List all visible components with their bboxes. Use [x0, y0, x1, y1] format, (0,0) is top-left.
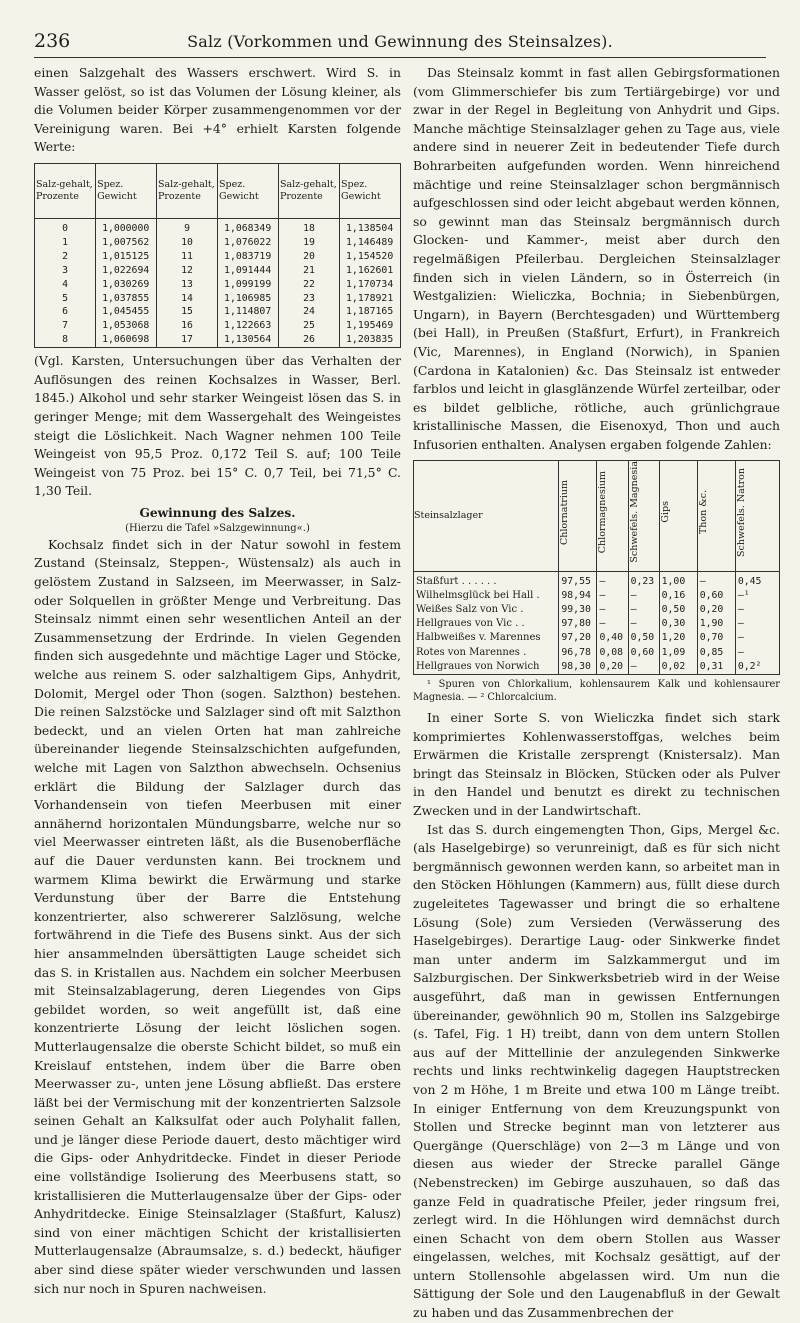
table-cell: 0,16	[659, 589, 697, 603]
table-cell: 16	[156, 319, 217, 333]
table-cell: 99,30	[559, 603, 597, 617]
table-row	[414, 617, 780, 631]
table-cell: 1,154520	[340, 250, 401, 264]
section-heading: Gewinnung des Salzes.	[139, 505, 296, 520]
table-cell: 1,203835	[340, 333, 401, 347]
table-cell: —	[628, 660, 659, 675]
page-number: 236	[34, 30, 71, 52]
table-cell: —	[735, 617, 779, 631]
table-cell: Rotes von Marennes .	[414, 646, 559, 660]
table-cell: 25	[278, 319, 339, 333]
table-cell: 1,187165	[340, 305, 401, 319]
table-cell: Staßfurt . . . . . .	[414, 571, 559, 589]
table-cell: 1,053068	[96, 319, 157, 333]
table-body	[414, 571, 780, 674]
table-cell: 0,20	[597, 660, 628, 675]
table-cell: 5	[35, 292, 96, 306]
table-cell: 1,114807	[218, 305, 279, 319]
table-cell: —	[735, 603, 779, 617]
density-table	[34, 163, 401, 348]
table-cell: 0	[35, 218, 96, 235]
table-row	[414, 631, 780, 645]
table-cell: 3	[35, 264, 96, 278]
table-cell: 6	[35, 305, 96, 319]
page-header	[34, 30, 766, 56]
paragraph: Ist das S. durch eingemengten Thon, Gips, Mergel &c. (als Haselgebirge) so verunreinigt, daß es für sich nicht bergmännisch gewonnen werden kann, so arbeitet man in den Stöcken Höhlungen (Kammern) aus, füllt diese durch zugeleitetes Tagewasser und bringt die so erhaltene Lösung (Sole) zum Versieden (Verwässerung des Haselgebirges). Derartige Laug- oder Sinkwerke findet man unter anderm im Salzkammergut und im Salzburgischen. Der Sinkwerksbetrieb wird in der Weise ausgeführt, daß man in gewissen Entfernungen übereinander, gewöhnlich 90 m, Stollen ins Salzgebirge (s. Tafel, Fig. 1 H) treibt, dann von dem untern Stollen aus auf der Mittellinie der anzulegenden Sinkwerke rechts und links rechtwinkelig dagegen Hauptstrecken von 2 m Höhe, 1 m Breite und etwa 100 m Länge treibt. In einiger Entfernung von dem Kreuzungspunkt von Stollen und Strecke beginnt man von letzterer aus Quergänge (Querschläge) von 2—3 m Länge und von diesen aus wieder der Strecke parallel Gänge (Nebenstrecken) im Gebirge auszuhauen, so daß das ganze Feld in quadratische Pfeiler, jeder ringsum frei, zerlegt wird. In die Höhlungen wird demnächst durch einen Schacht von dem obern Stollen aus Wasser eingelassen, welches, mit Kochsalz gesättigt, auf der untern Stollensohle abgelassen wird. Um nun die Sättigung der Sole und den Laugenabfluß in der Gewalt zu haben und das Zusammenbrechen der	[413, 821, 780, 1321]
column-header-label: Schwefels. Natron	[735, 467, 747, 557]
table-cell: 1,178921	[340, 292, 401, 306]
table-cell: —	[597, 617, 628, 631]
table-cell: 23	[278, 292, 339, 306]
table-cell: 8	[35, 333, 96, 347]
table-cell: 1,170734	[340, 278, 401, 292]
table-cell: 96,78	[559, 646, 597, 660]
table-cell: —	[735, 646, 779, 660]
table-cell: 15	[156, 305, 217, 319]
table-cell: Hellgraues von Vic . .	[414, 617, 559, 631]
table-cell: 0,23	[628, 571, 659, 589]
column-header: Salz-gehalt, Prozente	[35, 163, 96, 218]
table-row	[414, 646, 780, 660]
table-cell: 1,022694	[96, 264, 157, 278]
table-cell: —	[735, 631, 779, 645]
table-cell: 24	[278, 305, 339, 319]
table-cell: 1,09	[659, 646, 697, 660]
table-cell: 1,122663	[218, 319, 279, 333]
table-row	[35, 333, 401, 347]
table-cell: 98,94	[559, 589, 597, 603]
table-cell: 0,08	[597, 646, 628, 660]
table-cell: 1,130564	[218, 333, 279, 347]
table-cell: —¹	[735, 589, 779, 603]
column-header: Spez. Gewicht	[340, 163, 401, 218]
column-header-label: Gips	[659, 501, 671, 524]
table-cell: 0,2²	[735, 660, 779, 675]
table-cell: 13	[156, 278, 217, 292]
table-cell: 7	[35, 319, 96, 333]
table-cell: 1,091444	[218, 264, 279, 278]
table-cell: 0,60	[697, 589, 735, 603]
table-cell: Wilhelmsglück bei Hall .	[414, 589, 559, 603]
table-row	[35, 305, 401, 319]
table-cell: 1,083719	[218, 250, 279, 264]
table-cell: 1,00	[659, 571, 697, 589]
column-header	[628, 461, 659, 571]
column-header-label: Schwefels. Magnesia	[628, 461, 640, 564]
right-column	[413, 64, 780, 1323]
table-cell: 1,106985	[218, 292, 279, 306]
paragraph: (Vgl. Karsten, Untersuchungen über das Verhalten der Auflösungen des reinen Kochsalzes in Wasser, Berl. 1845.) Alkohol und sehr starker Weingeist lösen das S. in geringer Menge; mit dem Wassergehalt des Weingeistes steigt die Löslichkeit. Nach Wagner nehmen 100 Teile Weingeist von 95,5 Proz. 0,172 Teil S. auf; 100 Teile Weingeist von 75 Proz. bei 15° C. 0,7 Teil, bei 71,5° C. 1,30 Teil.	[34, 353, 401, 499]
column-header	[559, 461, 597, 571]
column-header	[659, 461, 697, 571]
paragraph: In einer Sorte S. von Wieliczka findet sich stark komprimiertes Kohlenwasserstoffgas, welches beim Erwärmen die Kristalle zersprengt (Knistersalz). Man bringt das Steinsalz in Blöcken, Stücken oder als Pulver in den Handel und benutzt es direkt zu technischen Zwecken und in der Landwirtschaft.	[413, 710, 780, 819]
table-cell: 10	[156, 236, 217, 250]
table-cell: 97,55	[559, 571, 597, 589]
table-cell: 0,50	[659, 603, 697, 617]
table-cell: 1,007562	[96, 236, 157, 250]
table-cell: Halbweißes v. Marennes	[414, 631, 559, 645]
table-cell: 14	[156, 292, 217, 306]
table-cell: 4	[35, 278, 96, 292]
table-cell: 0,40	[597, 631, 628, 645]
table-row	[35, 319, 401, 333]
section-subheading: (Hierzu die Tafel »Salzgewinnung«.)	[125, 522, 310, 534]
paragraph: Das Steinsalz kommt in fast allen Gebirgsformationen (vom Glimmerschiefer bis zum Tertiärgebirge) vor und zwar in der Regel in Begleitung von Anhydrit und Gips. Manche mächtige Steinsalzlager gehen zu Tage aus, viele andere sind in neuerer Zeit in bedeutender Tiefe durch Bohrarbeiten aufgefunden worden. Wenn hinreichend mächtige und reine Steinsalzlager schon bergmännisch aufgeschlossen sind oder leicht abgebaut werden können, so gewinnt man das Steinsalz bergmännisch durch Glocken- und Kammer-, meist aber durch den regelmäßigen Pfeilerbau. Dergleichen Steinsalzlager finden sich in vielen Ländern, so in Österreich (in Westgalizien: Wieliczka, Bochnia; in Siebenbürgen, Ungarn), in Bayern (Berchtesgaden) und Württemberg (bei Hall), in Preußen (Staßfurt, Erfurt), in Frankreich (Vic, Marennes), in England (Norwich), in Spanien (Cardona in Katalonien) &c. Das Steinsalz ist entweder farblos und leicht in glasglänzende Würfel zerteilbar, oder es bildet gelbliche, rötliche, auch grünlichgraue kristallinische Massen, die Eisenoxyd, Thon und auch Infusorien enthalten. Analysen ergaben folgende Zahlen:	[413, 65, 780, 452]
table-cell: 9	[156, 218, 217, 235]
table-cell: 1,162601	[340, 264, 401, 278]
column-header	[697, 461, 735, 571]
column-header	[735, 461, 779, 571]
table-cell: 0,02	[659, 660, 697, 675]
table-cell: 1	[35, 236, 96, 250]
table-cell: 19	[278, 236, 339, 250]
table-cell: 11	[156, 250, 217, 264]
table-header-row	[414, 461, 780, 571]
table-cell: 0,31	[697, 660, 735, 675]
table-cell: 1,037855	[96, 292, 157, 306]
table-body	[35, 218, 401, 347]
table-cell: 1,015125	[96, 250, 157, 264]
table-cell: 12	[156, 264, 217, 278]
table-row	[414, 660, 780, 675]
running-title: Salz (Vorkommen und Gewinnung des Steinsalzes).	[187, 32, 613, 51]
table-cell: —	[628, 617, 659, 631]
column-header-label: Thon &c.	[697, 490, 709, 535]
column-header: Steinsalzlager	[414, 461, 559, 571]
table-cell: 1,076022	[218, 236, 279, 250]
column-header: Spez. Gewicht	[218, 163, 279, 218]
table-cell: 1,045455	[96, 305, 157, 319]
table-row	[414, 603, 780, 617]
rock-salt-analysis-table	[413, 460, 780, 675]
table-footnote: ¹ Spuren von Chlorkalium, kohlensaurem Kalk und kohlensaurer Magnesia. — ² Chlorcalcium.	[413, 679, 780, 704]
column-header	[597, 461, 628, 571]
paragraph: Kochsalz findet sich in der Natur sowohl in festem Zustand (Steinsalz, Steppen-, Wüstensalz) als auch in gelöstem Zustand in Salzseen, im Meerwasser, in Salz- oder Solquellen in größter Menge und Verbreitung. Das Steinsalz nimmt einen sehr wesentlichen Anteil an der Zusammensetzung der Erdrinde. In vielen Gegenden finden sich ausgedehnte und mächtige Lager und Stöcke, welche aus reinem S. oder salzhaltigem Gips, Anhydrit, Dolomit, Mergel oder Thon (sogen. Salzthon) bestehen. Die reinen Salzstöcke und Salzlager sind oft mit Salzthon bedeckt, und an vielen Orten hat man zahlreiche übereinander liegende Steinsalzschichten aufgefunden, welche mit Lagen von Salzthon abwechseln. Ochsenius erklärt die Bildung der Salzlager durch das Vorhandensein von tiefen Meerbusen mit einer annähernd horizontalen Mündungsbarre, welche nur so viel Meerwasser eintreten läßt, als die Busenoberfläche auf die Dauer verdunsten kann. Bei trocknem und warmem Klima bewirkt die Erwärmung und starke Verdunstung über der Barre die Entstehung konzentrierter, also schwererer Salzlösung, welche fortwährend in die Tiefe des Busens sinkt. Aus der sich hier ansammelnden übersättigten Lauge scheidet sich das S. in Kristallen aus. Nachdem ein solcher Meerbusen mit Steinsalzablagerung, deren Liegendes von Gips gebildet worden, so weit angefüllt ist, daß eine konzentrierte Lösung der leicht löslichen sogen. Mutterlaugensalze die oberste Schicht bildet, so muß ein Kreislauf entstehen, indem über die Barre oben Meerwasser zu-, unten jene Lösung abfließt. Das erstere läßt bei der Vermischung mit der konzentrierten Salzsole seinen Gehalt an Kalksulfat oder auch Polyhalit fallen, und je länger diese Periode dauert, desto mächtiger wird die Gips- oder Anhydritdecke. Findet in dieser Periode eine vollständige Isolierung des Meerbusens statt, so kristallisieren die Mutterlaugensalze über der Gips- oder Anhydritdecke. Einige Steinsalzlager (Staßfurt, Kalusz) sind von einer mächtigen Schicht der kristallisierten Mutterlaugensalze (Abraumsalze, s. d.) bedeckt, häufiger aber sind diese später wieder verschwunden und lassen sich nur noch in Spuren nachweisen.	[34, 536, 401, 1296]
table-cell: 2	[35, 250, 96, 264]
table-cell: 1,146489	[340, 236, 401, 250]
table-cell: 0,70	[697, 631, 735, 645]
table-cell: —	[628, 603, 659, 617]
table-cell: 0,20	[697, 603, 735, 617]
column-header-label: Chlornatrium	[559, 479, 571, 545]
table-cell: 1,000000	[96, 218, 157, 235]
table-cell: 1,90	[697, 617, 735, 631]
table-header-row	[35, 163, 401, 218]
table-cell: 1,030269	[96, 278, 157, 292]
column-header: Salz-gehalt, Prozente	[156, 163, 217, 218]
table-row	[414, 571, 780, 589]
column-header: Spez. Gewicht	[96, 163, 157, 218]
table-row	[35, 264, 401, 278]
table-cell: 97,80	[559, 617, 597, 631]
table-cell: —	[628, 589, 659, 603]
table-row	[35, 218, 401, 235]
table-cell: 1,099199	[218, 278, 279, 292]
column-header: Salz-gehalt, Prozente	[278, 163, 339, 218]
table-cell: 17	[156, 333, 217, 347]
table-cell: —	[597, 589, 628, 603]
table-cell: —	[597, 603, 628, 617]
table-cell: 1,138504	[340, 218, 401, 235]
column-header-label: Chlormagnesium	[597, 471, 609, 554]
table-row	[35, 236, 401, 250]
table-cell: —	[597, 571, 628, 589]
table-row	[35, 278, 401, 292]
table-cell: 26	[278, 333, 339, 347]
table-cell: Hellgraues von Norwich	[414, 660, 559, 675]
table-cell: 97,20	[559, 631, 597, 645]
table-cell: 0,30	[659, 617, 697, 631]
table-cell: 98,30	[559, 660, 597, 675]
left-column	[34, 64, 401, 1298]
table-cell: 20	[278, 250, 339, 264]
table-cell: 18	[278, 218, 339, 235]
table-cell: 1,20	[659, 631, 697, 645]
table-row	[35, 250, 401, 264]
table-cell: 0,60	[628, 646, 659, 660]
table-cell: 0,85	[697, 646, 735, 660]
table-row	[35, 292, 401, 306]
table-cell: 0,50	[628, 631, 659, 645]
table-cell: 1,060698	[96, 333, 157, 347]
table-cell: 22	[278, 278, 339, 292]
table-row	[414, 589, 780, 603]
table-cell: 0,45	[735, 571, 779, 589]
table-cell: Weißes Salz von Vic .	[414, 603, 559, 617]
table-cell: 21	[278, 264, 339, 278]
header-rule	[34, 57, 766, 58]
table-cell: 1,195469	[340, 319, 401, 333]
paragraph: einen Salzgehalt des Wassers erschwert. Wird S. in Wasser gelöst, so ist das Volumen der Lösung kleiner, als die Volumen beider Körper zusammengenommen vor der Vereinigung waren. Bei +4° erhielt Karsten folgende Werte:	[34, 65, 401, 155]
table-cell: —	[697, 571, 735, 589]
table-cell: 1,068349	[218, 218, 279, 235]
